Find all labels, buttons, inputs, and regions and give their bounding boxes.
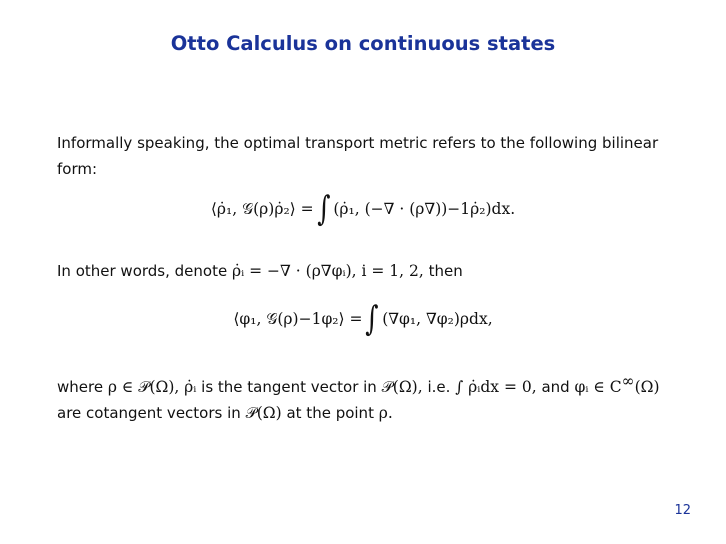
denote-paragraph — [57, 258, 667, 284]
integral-sign: ∫ — [365, 299, 379, 339]
slide-title: Otto Calculus on continuous states — [170, 32, 556, 55]
equation1-integrand: (ρ̇₁, (−∇ · (ρ∇)) — [333, 200, 448, 218]
where-math-6: 𝒫(Ω) — [245, 404, 282, 422]
where-word-5: are cotangent vectors in — [57, 404, 241, 422]
where-word-4: and — [541, 378, 570, 396]
where-word-2: is the tangent vector in — [201, 378, 377, 396]
equation2-integrand: (∇φ₁, ∇φ₂)ρdx, — [382, 310, 493, 328]
where-word-6: at the point — [286, 404, 374, 422]
metric-inverse-equation — [0, 299, 726, 339]
where-math-5-tail: (Ω) — [634, 378, 660, 396]
where-math-4: ∫ ρ̇ᵢdx = 0, — [455, 378, 537, 396]
where-word-3: i.e. — [427, 378, 451, 396]
page-number: 12 — [674, 503, 691, 518]
where-math-1: ρ ∈ 𝒫(Ω), — [107, 378, 180, 396]
denote-math: ρ̇ᵢ = −∇ · (ρ∇φᵢ), i = 1, 2, — [231, 262, 424, 280]
where-word: where — [57, 378, 104, 396]
equation1-power: −1 — [447, 200, 471, 218]
where-math-7: ρ. — [378, 404, 393, 422]
bilinear-form-equation — [0, 189, 726, 229]
denote-prefix: In other words, denote — [57, 262, 228, 280]
denote-suffix: then — [428, 262, 463, 280]
where-paragraph — [57, 368, 667, 426]
equation1-lhs: ⟨ρ̇₁, 𝒢(ρ)ρ̇₂⟩ = — [210, 199, 314, 218]
where-math-3: 𝒫(Ω), — [381, 378, 423, 396]
integral-sign: ∫ — [316, 189, 331, 229]
where-math-5-sup: ∞ — [621, 372, 635, 390]
equation2-lhs-close: φ₂⟩ = — [321, 310, 363, 328]
where-math-5: φᵢ ∈ C — [574, 378, 622, 396]
intro-paragraph: Informally speaking, the optimal transport metric refers to the following bilinear form: — [57, 134, 659, 178]
equation2-lhs-open: ⟨φ₁, 𝒢(ρ) — [233, 309, 299, 328]
equation2-power: −1 — [298, 310, 322, 328]
equation1-tail: ρ̇₂)dx. — [470, 200, 516, 218]
where-math-2: ρ̇ᵢ — [184, 378, 197, 396]
